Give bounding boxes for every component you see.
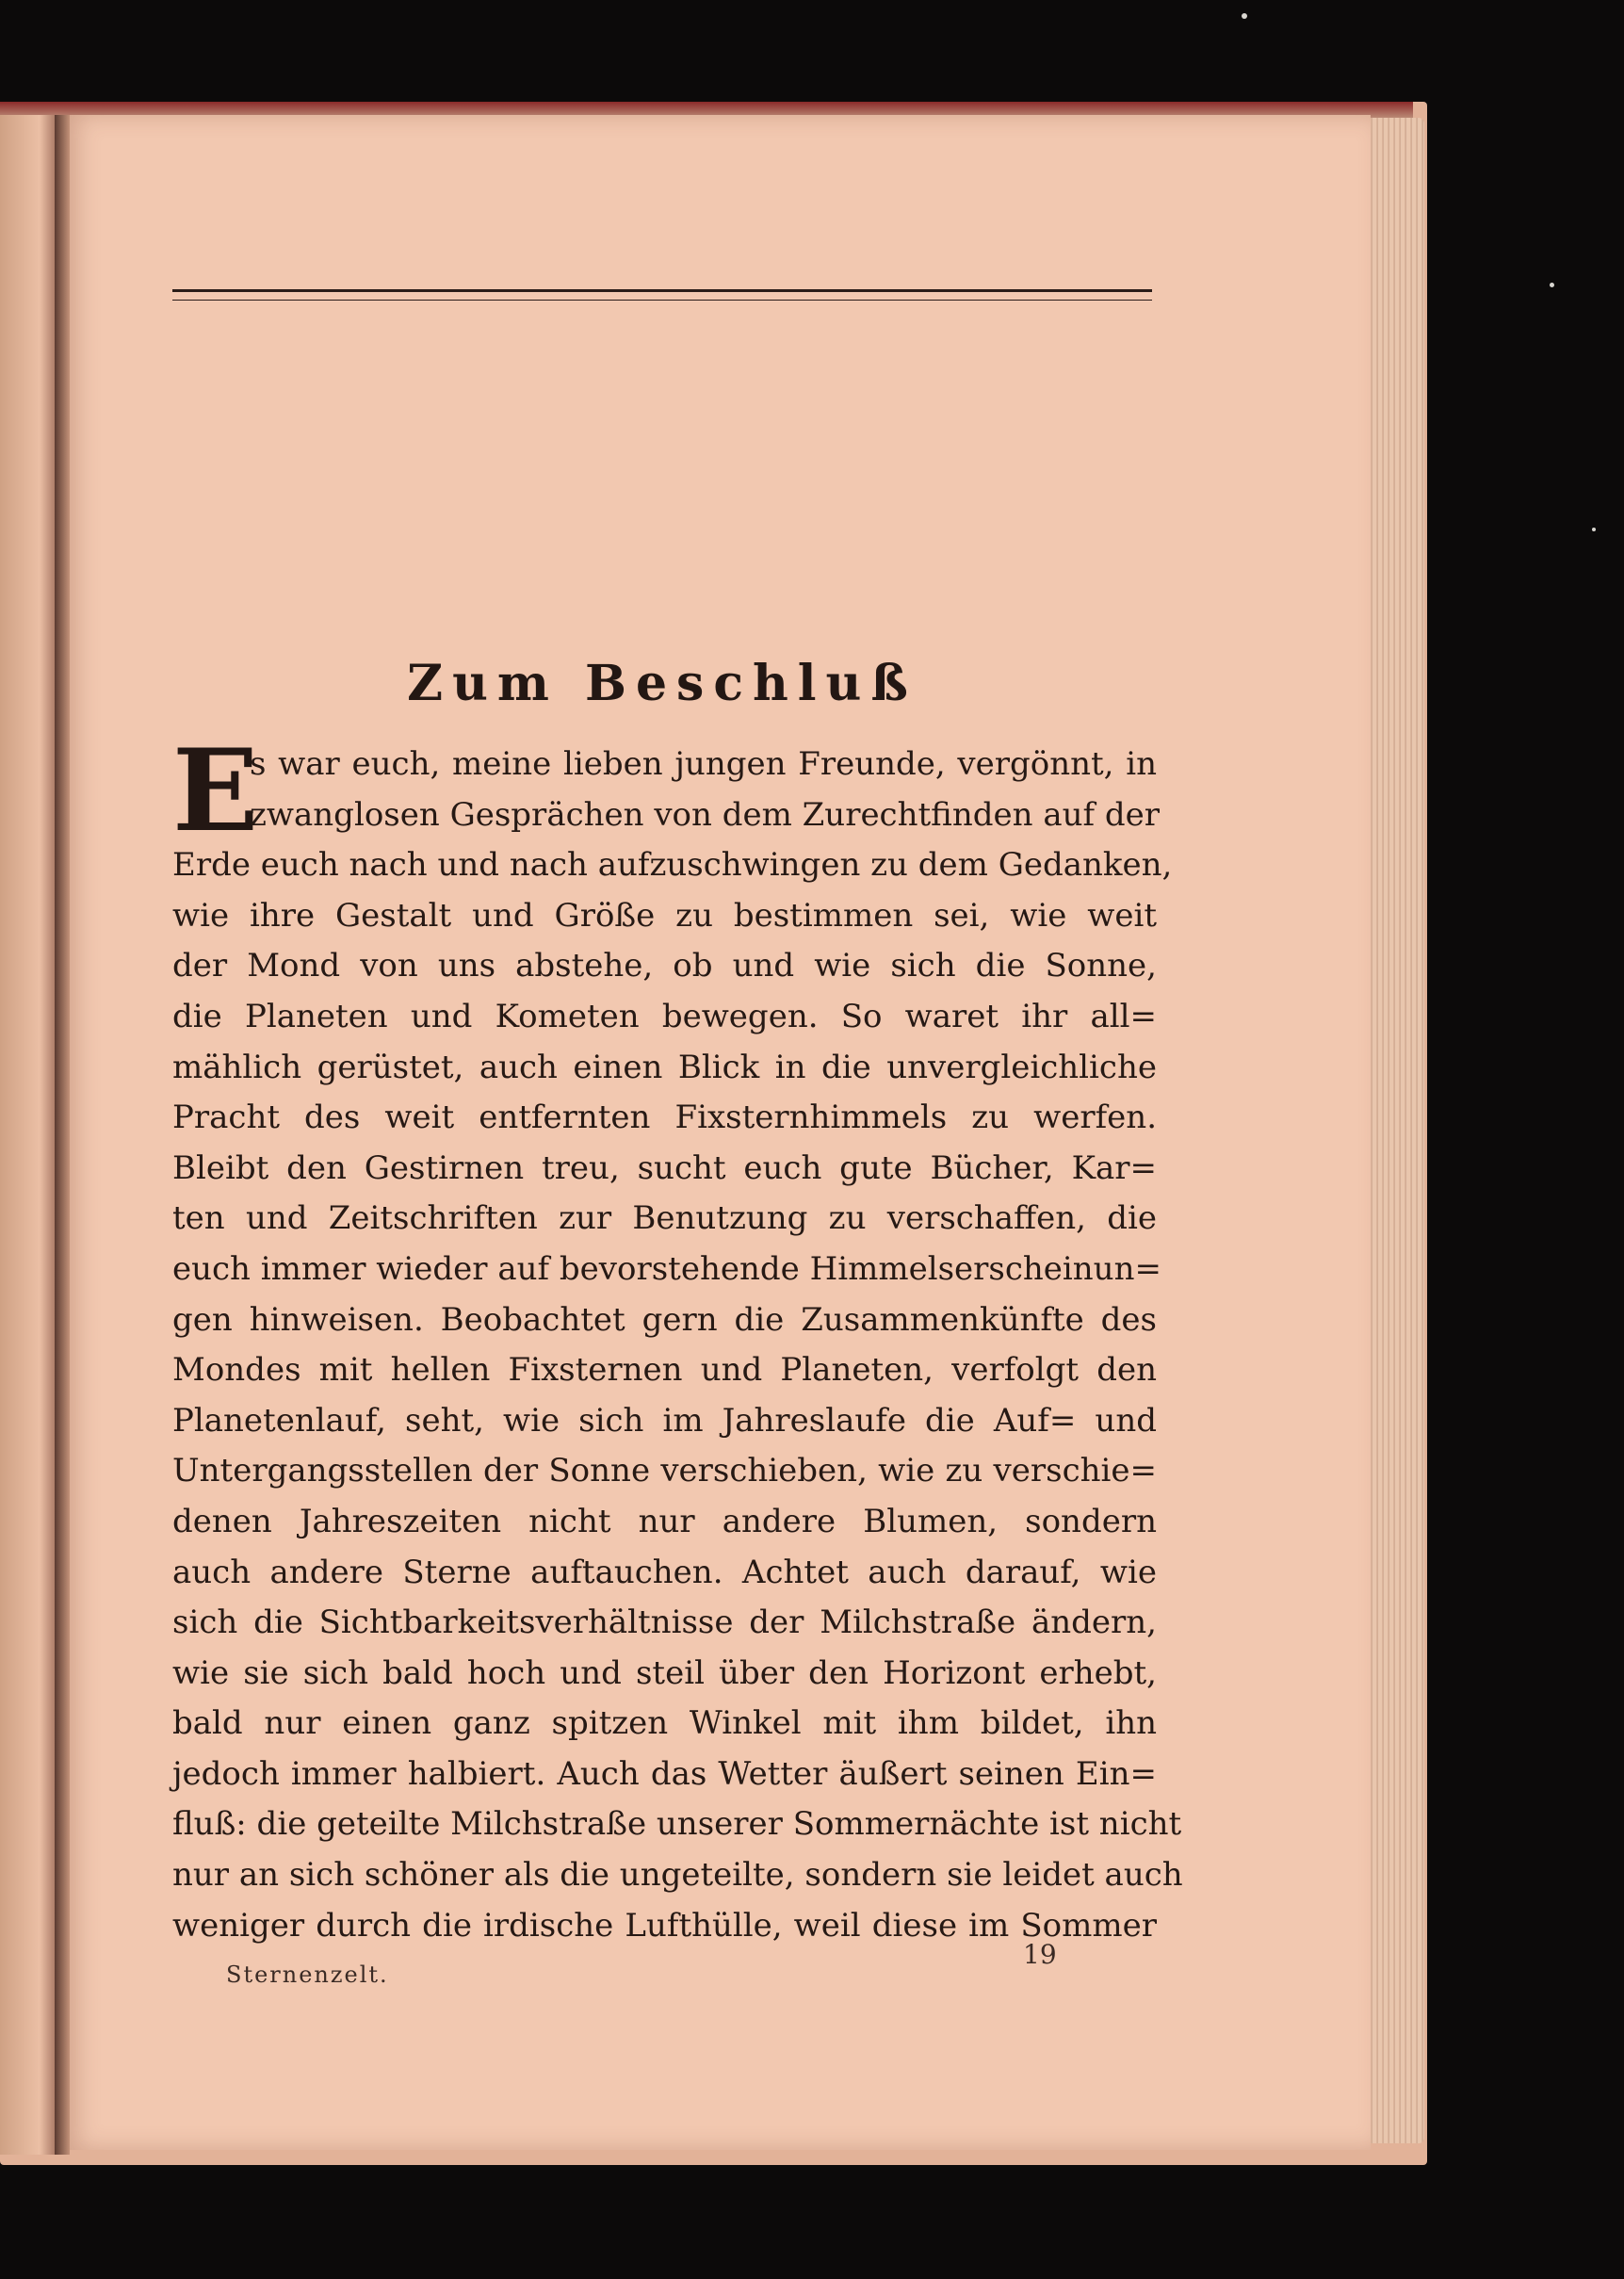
header-rule bbox=[172, 289, 1152, 292]
text-line: zwanglosen Gesprächen von dem Zurechtfinden auf der bbox=[250, 795, 1161, 834]
text-line: euch immer wieder auf bevorstehende Himmelserscheinun= bbox=[172, 1249, 1161, 1288]
text-line: wie sie sich bald hoch und steil über den Horizont erhebt, bbox=[172, 1653, 1157, 1692]
text-line: gen hinweisen. Beobachtet gern die Zusammenkünfte des bbox=[172, 1300, 1157, 1339]
text-line: fluß: die geteilte Milchstraße unserer Sommernächte ist nicht bbox=[172, 1805, 1182, 1844]
text-line: s war euch, meine lieben jungen Freunde, vergönnt, in bbox=[250, 745, 1157, 783]
page-number: 19 bbox=[1023, 1939, 1057, 1970]
text-line: jedoch immer halbiert. Auch das Wetter äußert seinen Ein= bbox=[172, 1754, 1157, 1793]
drop-cap: E bbox=[172, 724, 259, 857]
dust-speck bbox=[1242, 13, 1247, 19]
text-line: Pracht des weit entfernten Fixsternhimmels zu werfen. bbox=[172, 1099, 1157, 1137]
text-line: denen Jahreszeiten nicht nur andere Blumen, sondern bbox=[172, 1502, 1157, 1540]
text-line: auch andere Sterne auftauchen. Achtet auch darauf, wie bbox=[172, 1553, 1157, 1591]
signature-mark: Sternenzelt. bbox=[226, 1962, 389, 1988]
text-line: Mondes mit hellen Fixsternen und Planeten, verfolgt den bbox=[172, 1351, 1157, 1390]
text-line: ten und Zeitschriften zur Benutzung zu verschaffen, die bbox=[172, 1199, 1157, 1238]
text-line: Erde euch nach und nach aufzuschwingen zu dem Gedanken, bbox=[172, 846, 1173, 885]
text-line: weniger durch die irdische Lufthülle, weil diese im Sommer bbox=[172, 1906, 1157, 1945]
left-page-edge bbox=[0, 115, 57, 2155]
text-line: die Planeten und Kometen bewegen. So waret ihr all= bbox=[172, 997, 1157, 1035]
dust-speck bbox=[1550, 283, 1554, 287]
dust-speck bbox=[1592, 528, 1596, 531]
text-line: Untergangsstellen der Sonne verschieben, wie zu verschie= bbox=[172, 1452, 1157, 1490]
body-text bbox=[172, 724, 1183, 1951]
text-line: Planetenlauf, seht, wie sich im Jahreslaufe die Auf= und bbox=[172, 1401, 1157, 1440]
chapter-title: Zum Beschluß bbox=[407, 655, 918, 712]
text-line: Bleibt den Gestirnen treu, sucht euch gute Bücher, Kar= bbox=[172, 1148, 1157, 1187]
header-rule-thin bbox=[172, 300, 1152, 301]
text-line: bald nur einen ganz spitzen Winkel mit ihm bildet, ihn bbox=[172, 1704, 1157, 1743]
text-line: mählich gerüstet, auch einen Blick in die unvergleichliche bbox=[172, 1048, 1157, 1086]
text-line: sich die Sichtbarkeitsverhältnisse der Milchstraße ändern, bbox=[172, 1603, 1157, 1642]
book-gutter bbox=[55, 115, 70, 2155]
text-line: nur an sich schöner als die ungeteilte, sondern sie leidet auch bbox=[172, 1856, 1183, 1895]
text-line: der Mond von uns abstehe, ob und wie sich die Sonne, bbox=[172, 947, 1157, 985]
text-line: wie ihre Gestalt und Größe zu bestimmen sei, wie weit bbox=[172, 896, 1157, 935]
